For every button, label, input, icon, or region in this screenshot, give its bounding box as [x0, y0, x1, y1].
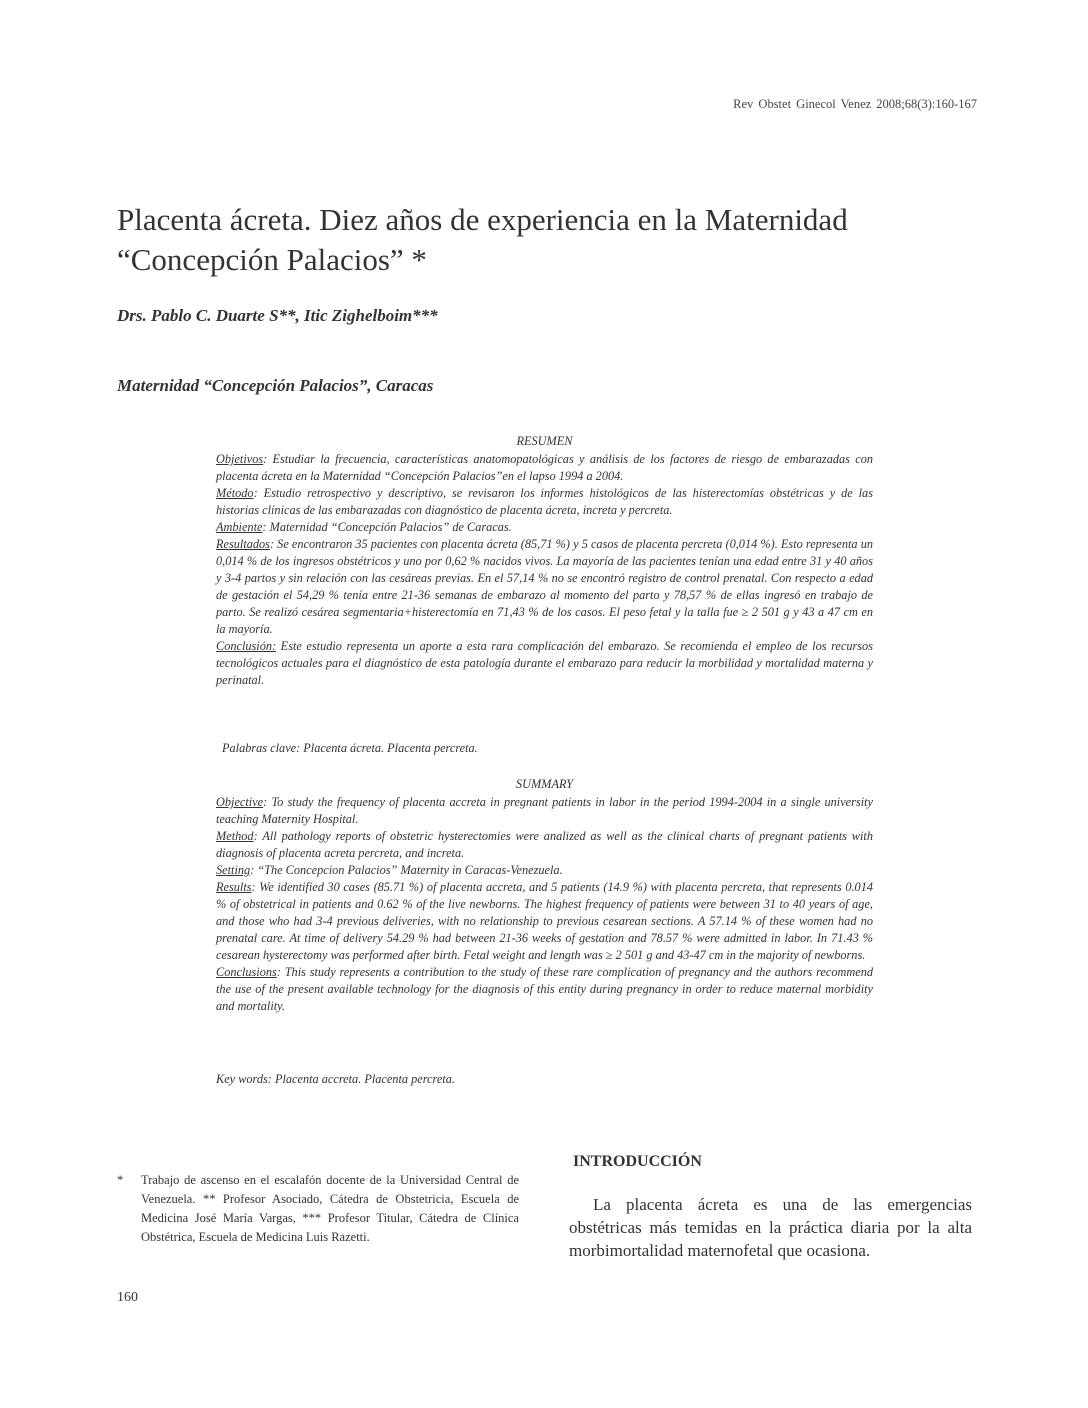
section-text: : Estudio retrospectivo y descriptivo, se revisaron los informes histológicos de las histerectomías obstétricas y de las historias clínicas de las embarazadas con diagnóstico de placenta ácreta, increta y percreta.	[216, 486, 873, 517]
footnote-marker: *	[117, 1173, 124, 1187]
section-label: Setting	[216, 863, 251, 877]
journal-citation: Rev Obstet Ginecol Venez 2008;68(3):160-167	[733, 97, 977, 111]
resumen-metodo	[216, 485, 873, 519]
resumen-heading: RESUMEN	[516, 434, 573, 448]
summary-objective	[216, 794, 873, 828]
section-text: : We identified 30 cases (85.71 %) of placenta accreta, and 5 patients (14.9 %) with placenta percreta, that represents 0.014 % of obstetrical in patients and 0.62 % of the live newborns. The highest frequency of patients were between 31 to 40 years of age, and those who had 3-4 previous deliveries, with no relationship to previous cesarean sections. A 57.14 % of these women had no prenatal care. At time of delivery 54.29 % had between 21-36 weeks of gestation and 78.57 % were admitted in labor. In 71.43 % cesarean hysterectomy was performed after birth. Fetal weight and length was ≥ 2 501 g and 43-47 cm in the majority of newborns.	[216, 880, 873, 962]
resumen-ambiente	[216, 519, 873, 536]
footnote-text: Trabajo de ascenso en el escalafón docente de la Universidad Central de Venezuela. ** Profesor Asociado, Cátedra de Obstetricia, Escuela de Medicina José María Vargas, *** Profesor Titular, Cátedra de Clínica Obstétrica, Escuela de Medicina Luis Razetti.	[141, 1173, 519, 1244]
article-title: Placenta ácreta. Diez años de experiencia en la Maternidad “Concepción Palacios” *	[117, 202, 848, 277]
footnote	[117, 1171, 519, 1247]
article-affiliation: Maternidad “Concepción Palacios”, Caracas	[117, 376, 434, 395]
section-label: Conclusión:	[216, 639, 277, 653]
resumen-objetivos	[216, 451, 873, 485]
section-text: : Se encontraron 35 pacientes con placenta ácreta (85,71 %) y 5 casos de placenta percreta (0,014 %). Esto representa un 0,014 % de los ingresos obstétricos y uno por 0,62 % nacidos vivos. La mayoría de las pacientes tenían una edad entre 31 y 40 años y 3-4 partos y sin relación con las cesáreas previas. En el 57,14 % no se encontró registro de control prenatal. Con respecto a edad de gestación el 54,29 % tenía entre 21-36 semanas de embarazo al momento del parto y 78,57 % de ellas ingresó en trabajo de parto. Se realizó cesárea segmentaria+histerectomía en 71,43 % de los casos. El peso fetal y la talla fue ≥ 2 501 g y 43 a 47 cm en la mayoría.	[216, 537, 873, 636]
section-text: : To study the frequency of placenta accreta in pregnant patients in labor in the period 1994-2004 in a single university teaching Maternity Hospital.	[216, 795, 873, 826]
section-label: Método	[216, 486, 254, 500]
section-text: Este estudio representa un aporte a esta rara complicación del embarazo. Se recomienda el empleo de los recursos tecnológicos actuales para el diagnóstico de esta patología durante el embarazo para reducir la morbilidad y mortalidad materna y perinatal.	[216, 639, 873, 687]
summary-conclusions	[216, 964, 873, 1015]
section-text: : This study represents a contribution to the study of these rare complication of pregnancy and the authors recommend the use of the present available technology for the diagnosis of this entity during pregnancy in order to reduce maternal morbidity and mortality.	[216, 965, 873, 1013]
summary-block	[216, 776, 873, 1015]
summary-setting	[216, 862, 873, 879]
resumen-conclusion	[216, 638, 873, 689]
introduccion-heading: INTRODUCCIÓN	[573, 1153, 702, 1170]
article-authors: Drs. Pablo C. Duarte S**, Itic Zighelboim***	[117, 306, 438, 325]
section-label: Method	[216, 829, 254, 843]
section-text: : All pathology reports of obstetric hysterectomies were analized as well as the clinical charts of pregnant patients with diagnosis of placenta acreta percreta, and increta.	[216, 829, 873, 860]
section-label: Conclusions	[216, 965, 277, 979]
summary-results	[216, 879, 873, 964]
section-label: Results	[216, 880, 252, 894]
palabras-clave: Palabras clave: Placenta ácreta. Placenta percreta.	[222, 741, 478, 755]
section-text: : “The Concepcion Palacios” Maternity in Caracas-Venezuela.	[250, 863, 563, 877]
summary-method	[216, 828, 873, 862]
section-label: Ambiente	[216, 520, 263, 534]
resumen-resultados	[216, 536, 873, 638]
section-text: : Maternidad “Concepción Palacios” de Caracas.	[262, 520, 512, 534]
resumen-block	[216, 433, 873, 689]
section-text: : Estudiar la frecuencia, características anatomopatológicas y análisis de los factores de riesgo de embarazadas con placenta ácreta en la Maternidad “Concepción Palacios”en el lapso 1994 a 2004.	[216, 452, 873, 483]
introduccion-paragraph: La placenta ácreta es una de las emergencias obstétricas más temidas en la práctica diaria por la alta morbimortalidad maternofetal que ocasiona.	[569, 1195, 972, 1260]
section-label: Resultados	[216, 537, 270, 551]
summary-heading: SUMMARY	[515, 777, 574, 791]
key-words: Key words: Placenta accreta. Placenta percreta.	[216, 1072, 455, 1086]
section-label: Objective	[216, 795, 264, 809]
page-number: 160	[117, 1290, 138, 1305]
section-label: Objetivos	[216, 452, 264, 466]
